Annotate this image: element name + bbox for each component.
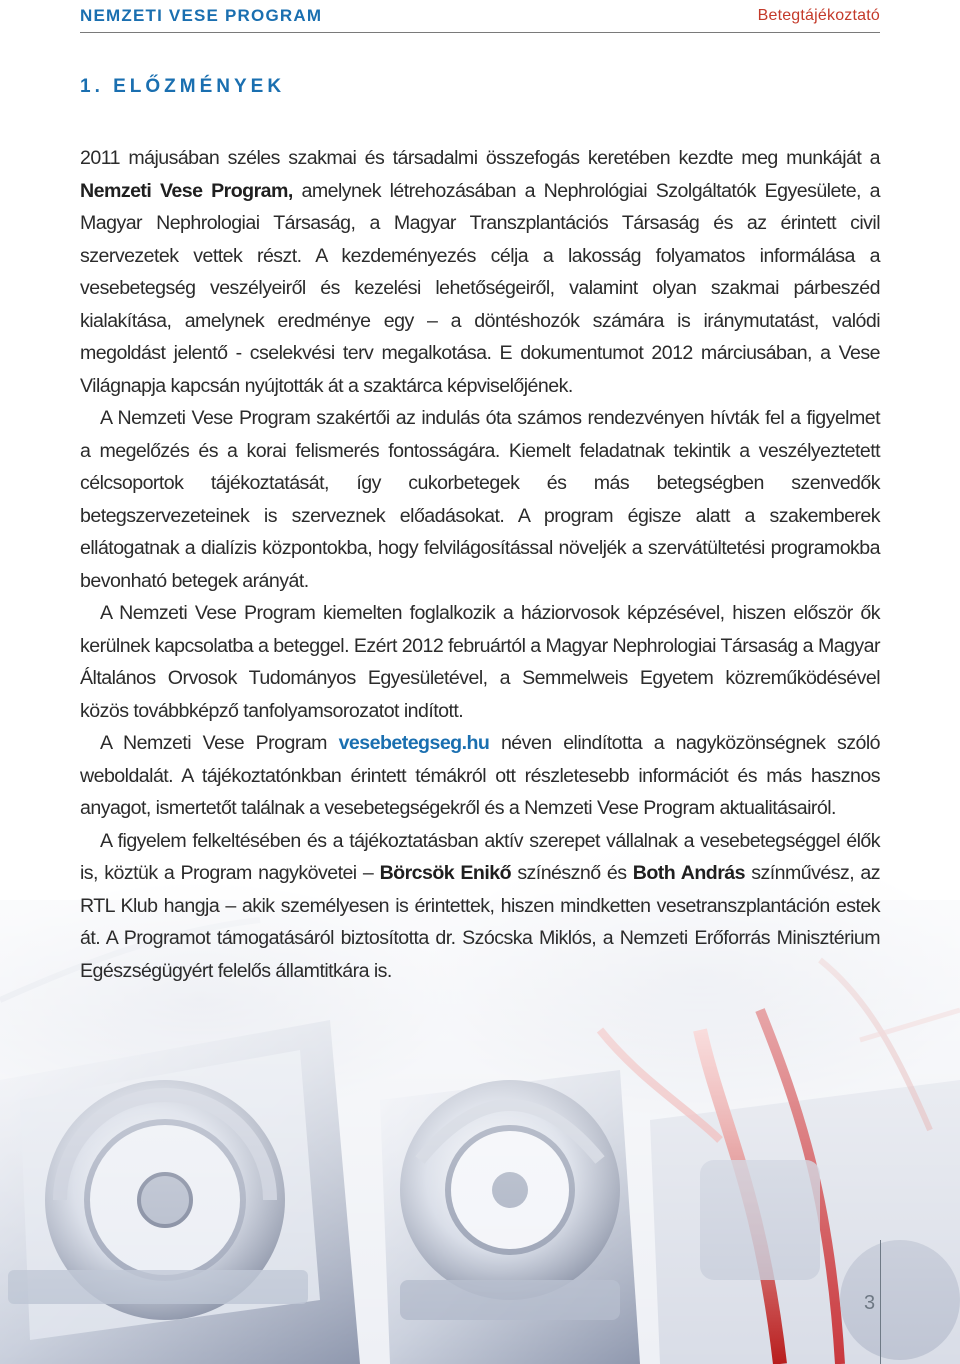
paragraph-5-text-c: színésznő és bbox=[511, 862, 633, 884]
body-text bbox=[80, 142, 880, 987]
paragraph-4-text-c: néven elindította a nagyközönségnek szóló weboldalát. A tájékoztatónkban érintett témákról ott részletesebb információt és más hasznos anyagot, ismertetőt találnak a vesebetegségekről és a Nemzeti Vese Program aktualitásairól. bbox=[80, 732, 880, 819]
paragraph-3: A Nemzeti Vese Program kiemelten foglalkozik a háziorvosok képzésével, hiszen először ők kerülnek kapcsolatba a beteggel. Ezért 2012 februártól a Magyar Nephrologiai Társaság a Magyar Általános Orvosok Tudományos Egyesületével, a Semmelweis Egyetem közreműködésével közös továbbképző tanfolyamsorozatot indított. bbox=[80, 602, 880, 722]
paragraph-5 bbox=[80, 825, 880, 988]
paragraph-4 bbox=[80, 727, 880, 825]
ambassador-name-2: Both András bbox=[632, 862, 745, 884]
paragraph-1 bbox=[80, 142, 880, 402]
website-link[interactable]: vesebetegseg.hu bbox=[338, 732, 490, 754]
paragraph-4-text-a: A Nemzeti Vese Program bbox=[100, 732, 339, 754]
paragraph-1-text-a: 2011 májusában széles szakmai és társadalmi összefogás keretében kezdte meg munkáját a bbox=[80, 147, 880, 169]
margin-divider bbox=[880, 1240, 881, 1364]
document-type: Betegtájékoztató bbox=[757, 7, 880, 24]
paragraph-5-text-a: A figyelem felkeltésében és a tájékoztatásban aktív szerepet vállalnak a vesebetegséggel élők is, köztük a Program nagykövetei – bbox=[80, 829, 880, 884]
section-title: 1. ELŐZMÉNYEK bbox=[80, 76, 286, 97]
page-number: 3 bbox=[864, 1292, 876, 1314]
page-header bbox=[80, 0, 880, 33]
ambassador-name-1: Börcsök Enikő bbox=[379, 862, 512, 884]
program-name: NEMZETI VESE PROGRAM bbox=[80, 6, 323, 25]
program-name-bold: Nemzeti Vese Program, bbox=[80, 179, 293, 202]
paragraph-5-text-d: színművész, az RTL Klub hangja – akik személyesen is érintettek, hiszen mindketten vesetranszplantáción estek át. A Programot támogatásáról biztosította dr. Szócska Miklós, a Nemzeti Erőforrás Minisztérium Egészségügyért felelős államtitkára is. bbox=[80, 862, 881, 982]
paragraph-2: A Nemzeti Vese Program szakértői az indulás óta számos rendezvényen hívták fel a figyelmet a megelőzés és a korai felismerés fontosságára. Kiemelt feladatnak tekintik a veszélyeztetett célcsoportok tájékoztatását, így cukorbetegek és más betegségben szenvedők betegszervezeteinek is szerveznek előadásokat. A program égisze alatt a szakemberek ellátogatnak a dialízis központokba, hogy felvilágosítással növeljék a szervátültetési programokba bevonható betegek arányát. bbox=[80, 407, 880, 592]
paragraph-1-text-c: amelynek létrehozásában a Nephrológiai Szolgáltatók Egyesülete, a Magyar Nephrologiai Társaság, a Magyar Transzplantációs Társaság és az érintett civil szervezetek vettek részt. A kezdeményezés célja a lakosság folyamatos informálása a vesebetegség veszélyeiről és kezelési lehetőségeiről, valamint olyan szakmai párbeszéd kialakítása, amelynek eredménye egy – a döntéshozók számára is iránymutatást, valódi megoldást jelentő - cselekvési terv megalkotása. E dokumentumot 2012 márciusában, a Vese Világnapja kapcsán nyújtották át a szaktárca képviselőjének. bbox=[80, 179, 881, 397]
